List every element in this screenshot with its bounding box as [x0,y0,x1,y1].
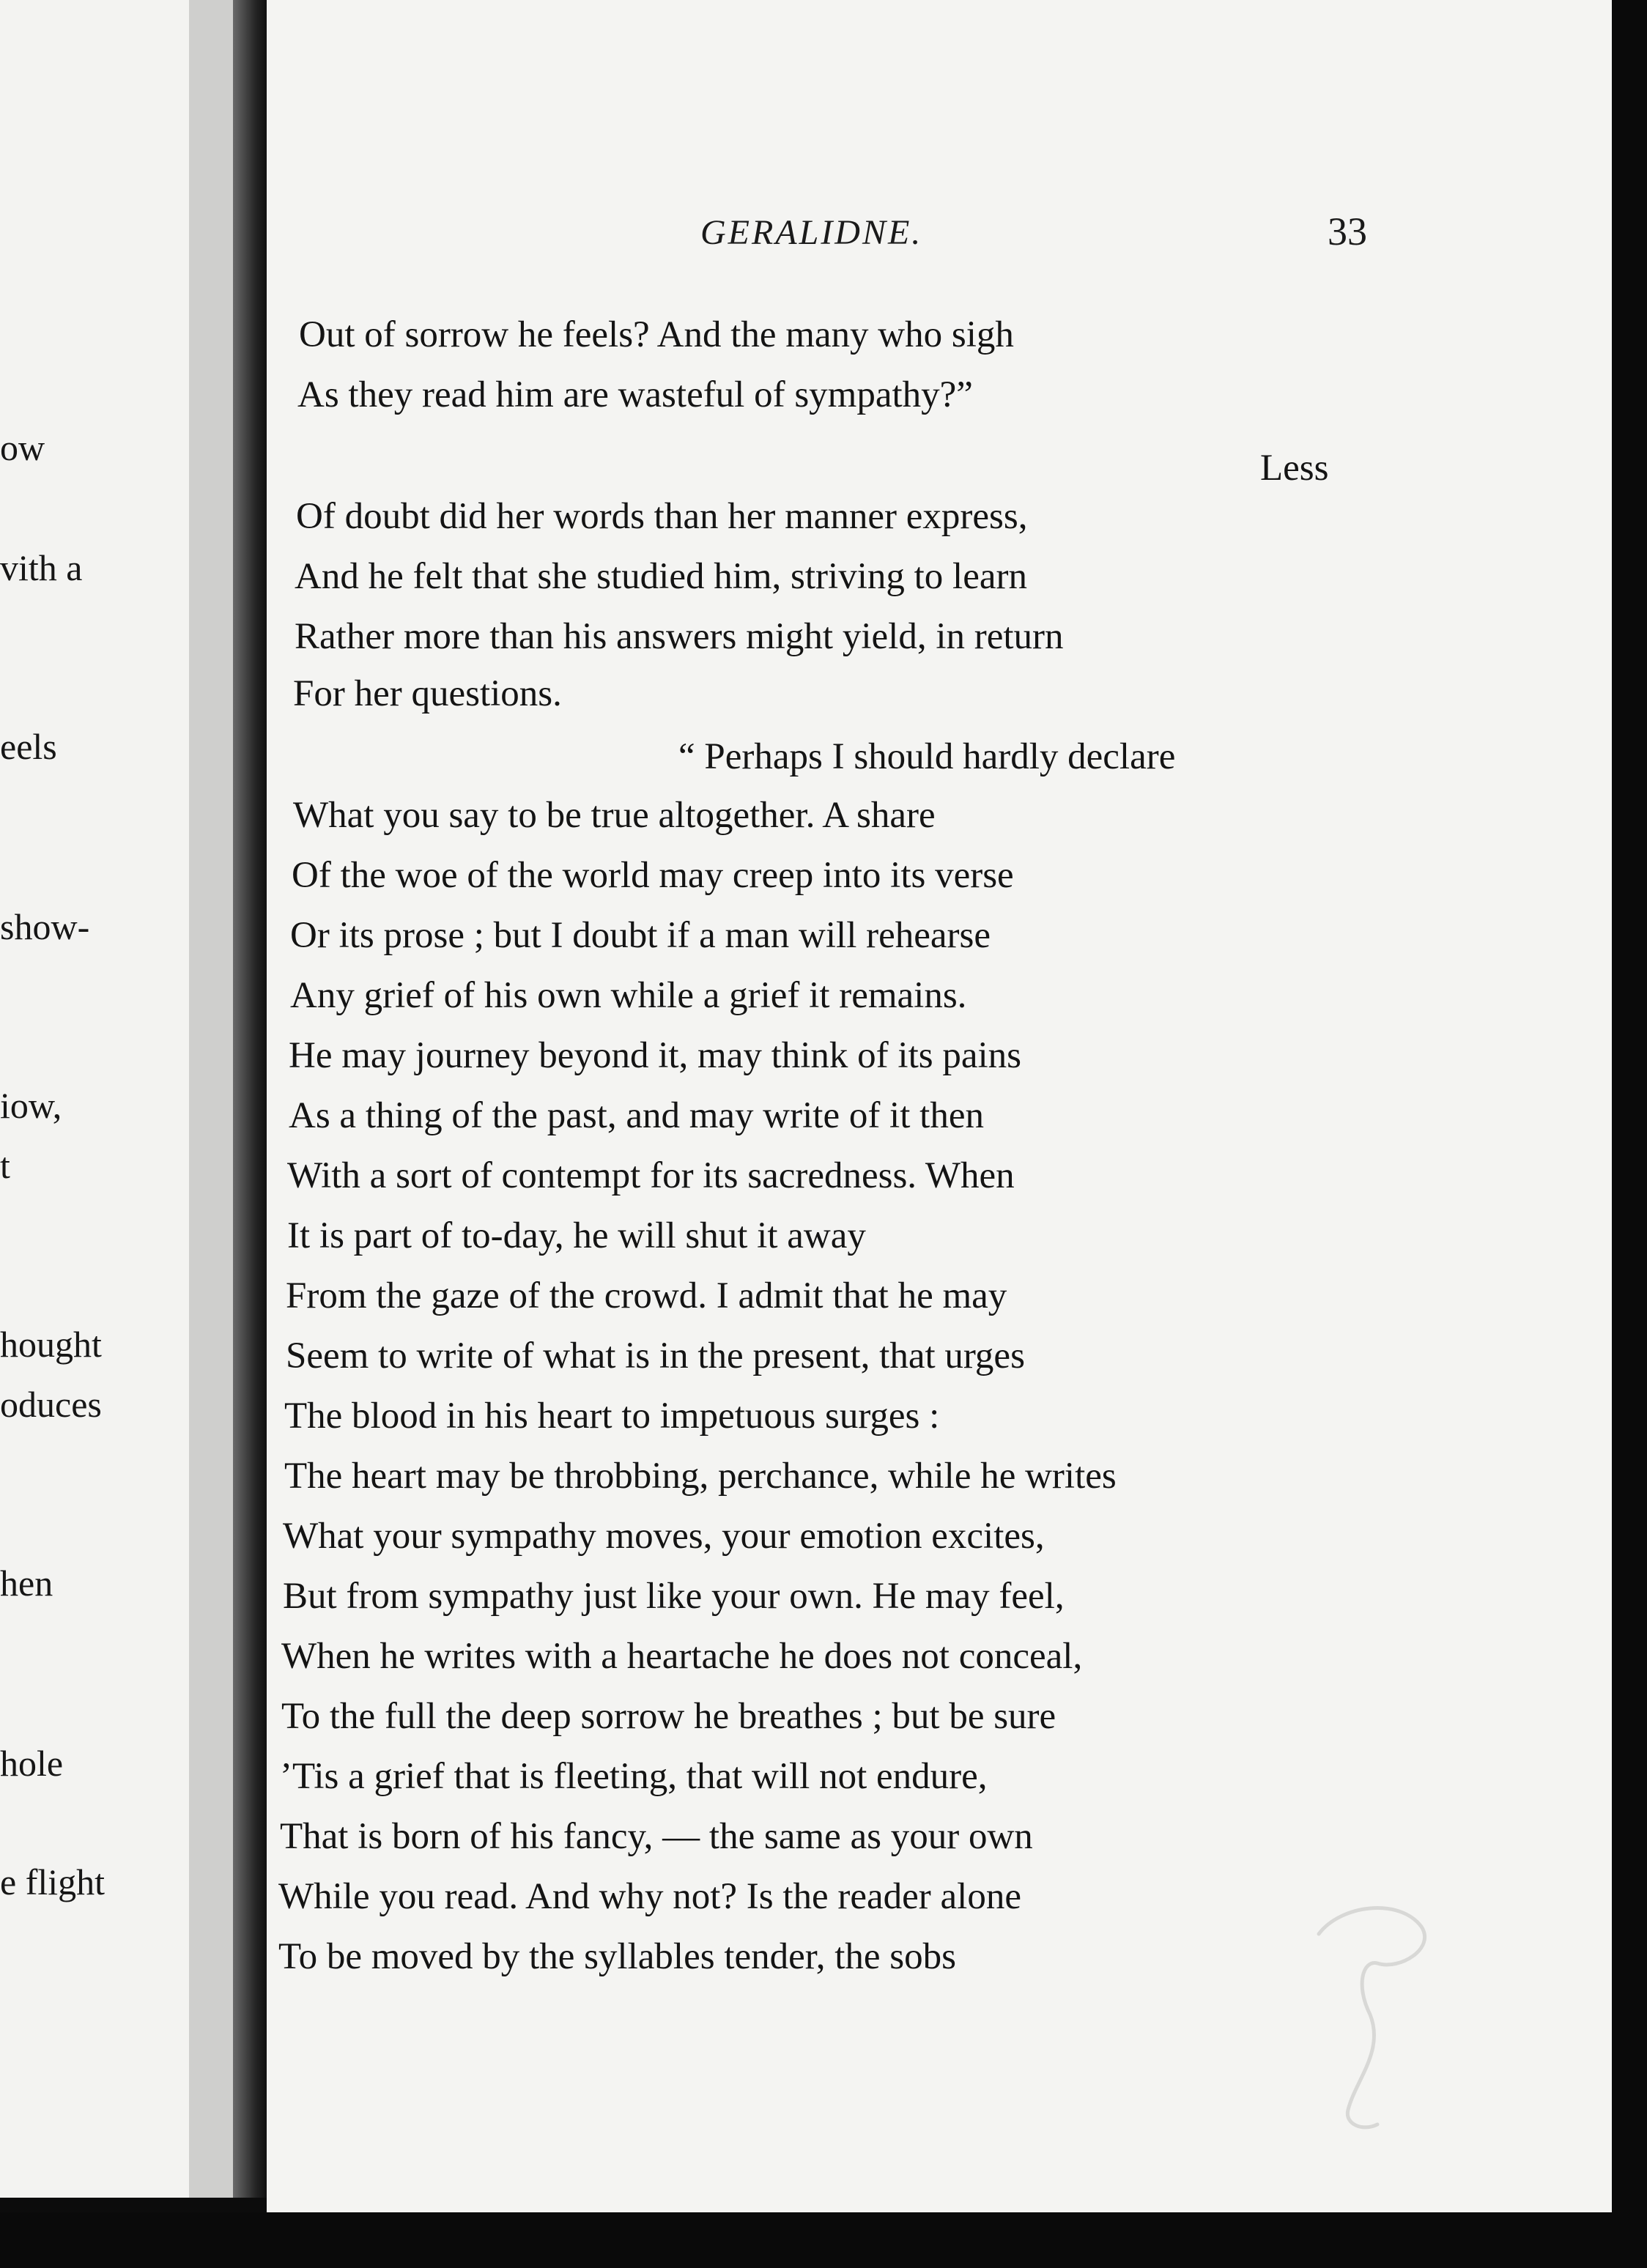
verse-line: From the gaze of the crowd. I admit that he may [286,1275,1007,1316]
verse-line: It is part of to-day, he will shut it away [287,1215,866,1256]
verse-line: To the full the deep sorrow he breathes ; but be sure [281,1696,1056,1737]
verse-line: Of the woe of the world may creep into its verse [292,855,1014,896]
page-number: 33 [1328,210,1367,253]
left-page-fragment: eels [0,726,57,767]
verse-line: And he felt that she studied him, striving to learn [295,556,1027,597]
verse-line: Of doubt did her words than her manner express, [296,496,1028,537]
left-page-fragment: ow [0,427,45,468]
verse-line: Out of sorrow he feels? And the many who sigh [299,314,1014,355]
verse-line: That is born of his fancy, — the same as your own [280,1816,1033,1857]
verse-line: While you read. And why not? Is the reader alone [278,1876,1021,1917]
verse-line: As they read him are wasteful of sympathy?” [297,374,973,415]
verse-line: The blood in his heart to impetuous surges : [284,1396,940,1437]
verse-line: When he writes with a heartache he does not conceal, [281,1636,1083,1677]
verse-line: To be moved by the syllables tender, the sobs [278,1936,956,1977]
verse-line: For her questions. [293,673,562,714]
verse-line: What your sympathy moves, your emotion excites, [283,1516,1045,1557]
verse-line: He may journey beyond it, may think of its pains [289,1035,1022,1076]
verse-line: Seem to write of what is in the present, that urges [286,1335,1025,1376]
verse-line: Rather more than his answers might yield, in return [295,616,1064,657]
running-head: GERALIDNE. [700,213,923,252]
left-page-fragment: hought [0,1324,102,1365]
faint-flourish-mark [1311,1890,1436,2139]
left-page-fragment: oduces [0,1384,102,1425]
left-page-fragment: show- [0,906,90,947]
left-page-fragment: hole [0,1743,64,1784]
left-page-fragment: t [0,1145,10,1186]
left-page-fragment: hen [0,1563,53,1604]
verse-line: Less [1260,448,1329,489]
verse-line: As a thing of the past, and may write of it then [289,1095,984,1136]
verse-line: With a sort of contempt for its sacredness. When [287,1155,1015,1196]
verse-line: Or its prose ; but I doubt if a man will rehearse [290,915,991,956]
verse-line: The heart may be throbbing, perchance, while he writes [284,1456,1117,1497]
verse-line: But from sympathy just like your own. He may feel, [283,1576,1065,1617]
verse-line: ’Tis a grief that is fleeting, that will not endure, [280,1756,988,1797]
left-page-fragment: e flight [0,1861,106,1902]
verse-line: What you say to be true altogether. A share [293,795,936,836]
left-page-fragment: iow, [0,1085,62,1126]
verse-line: “ Perhaps I should hardly declare [678,736,1176,777]
left-page-fragment: vith a [0,547,83,588]
verse-line: Any grief of his own while a grief it remains. [290,975,967,1016]
